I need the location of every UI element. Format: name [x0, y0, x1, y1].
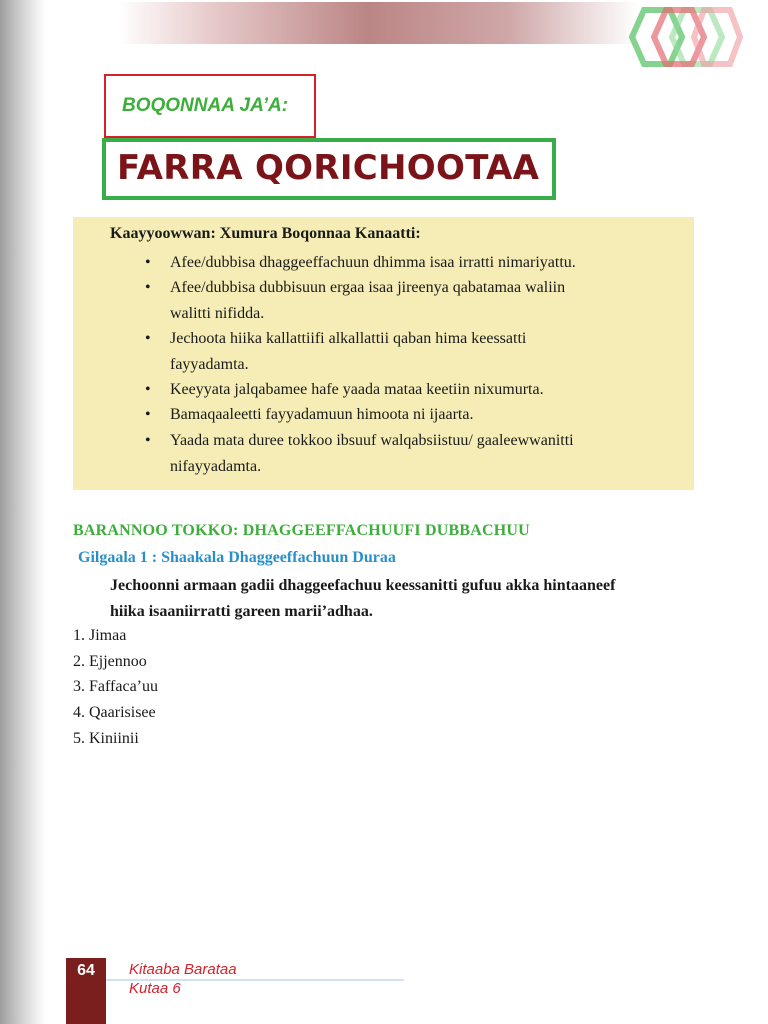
- bullet-icon: •: [145, 254, 151, 271]
- word-list-item: 1. Jimaa: [73, 627, 127, 644]
- hexagon-decoration-icon: [626, 6, 744, 68]
- footer-book-title: Kitaaba Barataa: [129, 961, 237, 978]
- activity-title: Gilgaala 1 : Shaakala Dhaggeeffachuun Duraa: [78, 549, 396, 566]
- bullet-icon: •: [145, 432, 151, 449]
- objective-item: Keeyyata jalqabamee hafe yaada mataa keetiin nixumurta.: [170, 381, 544, 398]
- footer-grade: Kutaa 6: [129, 980, 181, 997]
- unit-title: FARRA QORICHOOTAA: [117, 148, 540, 188]
- objective-item: Afee/dubbisa dubbisuun ergaa isaa jireenya qabatamaa waliin walitti nifidda.: [170, 279, 566, 322]
- objectives-heading: Kaayyoowwan: Xumura Boqonnaa Kanaatti:: [110, 225, 421, 242]
- bullet-icon: •: [145, 406, 151, 423]
- bullet-icon: •: [145, 381, 151, 398]
- activity-instruction: Jechoonni armaan gadii dhaggeefachuu keessanitti gufuu akka hintaaneef hiika isaaniirratti gareen marii’adhaa.: [110, 577, 616, 620]
- bullet-icon: •: [145, 279, 151, 296]
- word-list-item: 3. Faffaca’uu: [73, 678, 158, 695]
- page-number: 64: [77, 962, 95, 979]
- objective-item: Afee/dubbisa dhaggeeffachuun dhimma isaa irratti nimariyattu.: [170, 254, 576, 271]
- page-edge-shade: [0, 0, 46, 1024]
- objective-item: Bamaqaaleetti fayyadamuun himoota ni ijaarta.: [170, 406, 474, 423]
- objective-item: Jechoota hiika kallattiifi alkallattii qaban hima keessatti fayyadamta.: [170, 330, 527, 373]
- objective-item: Yaada mata duree tokkoo ibsuuf walqabsiistuu/ gaaleewwanitti nifayyadamta.: [170, 432, 574, 475]
- word-list-item: 2. Ejjennoo: [73, 653, 147, 670]
- header-gradient-bar: [118, 2, 638, 44]
- word-list-item: 5. Kiniinii: [73, 730, 139, 747]
- word-list-item: 4. Qaarisisee: [73, 704, 156, 721]
- unit-label: BOQONNAA JA’A:: [122, 95, 289, 116]
- section-title: BARANNOO TOKKO: DHAGGEEFFACHUUFI DUBBACHUU: [73, 522, 530, 539]
- bullet-icon: •: [145, 330, 151, 347]
